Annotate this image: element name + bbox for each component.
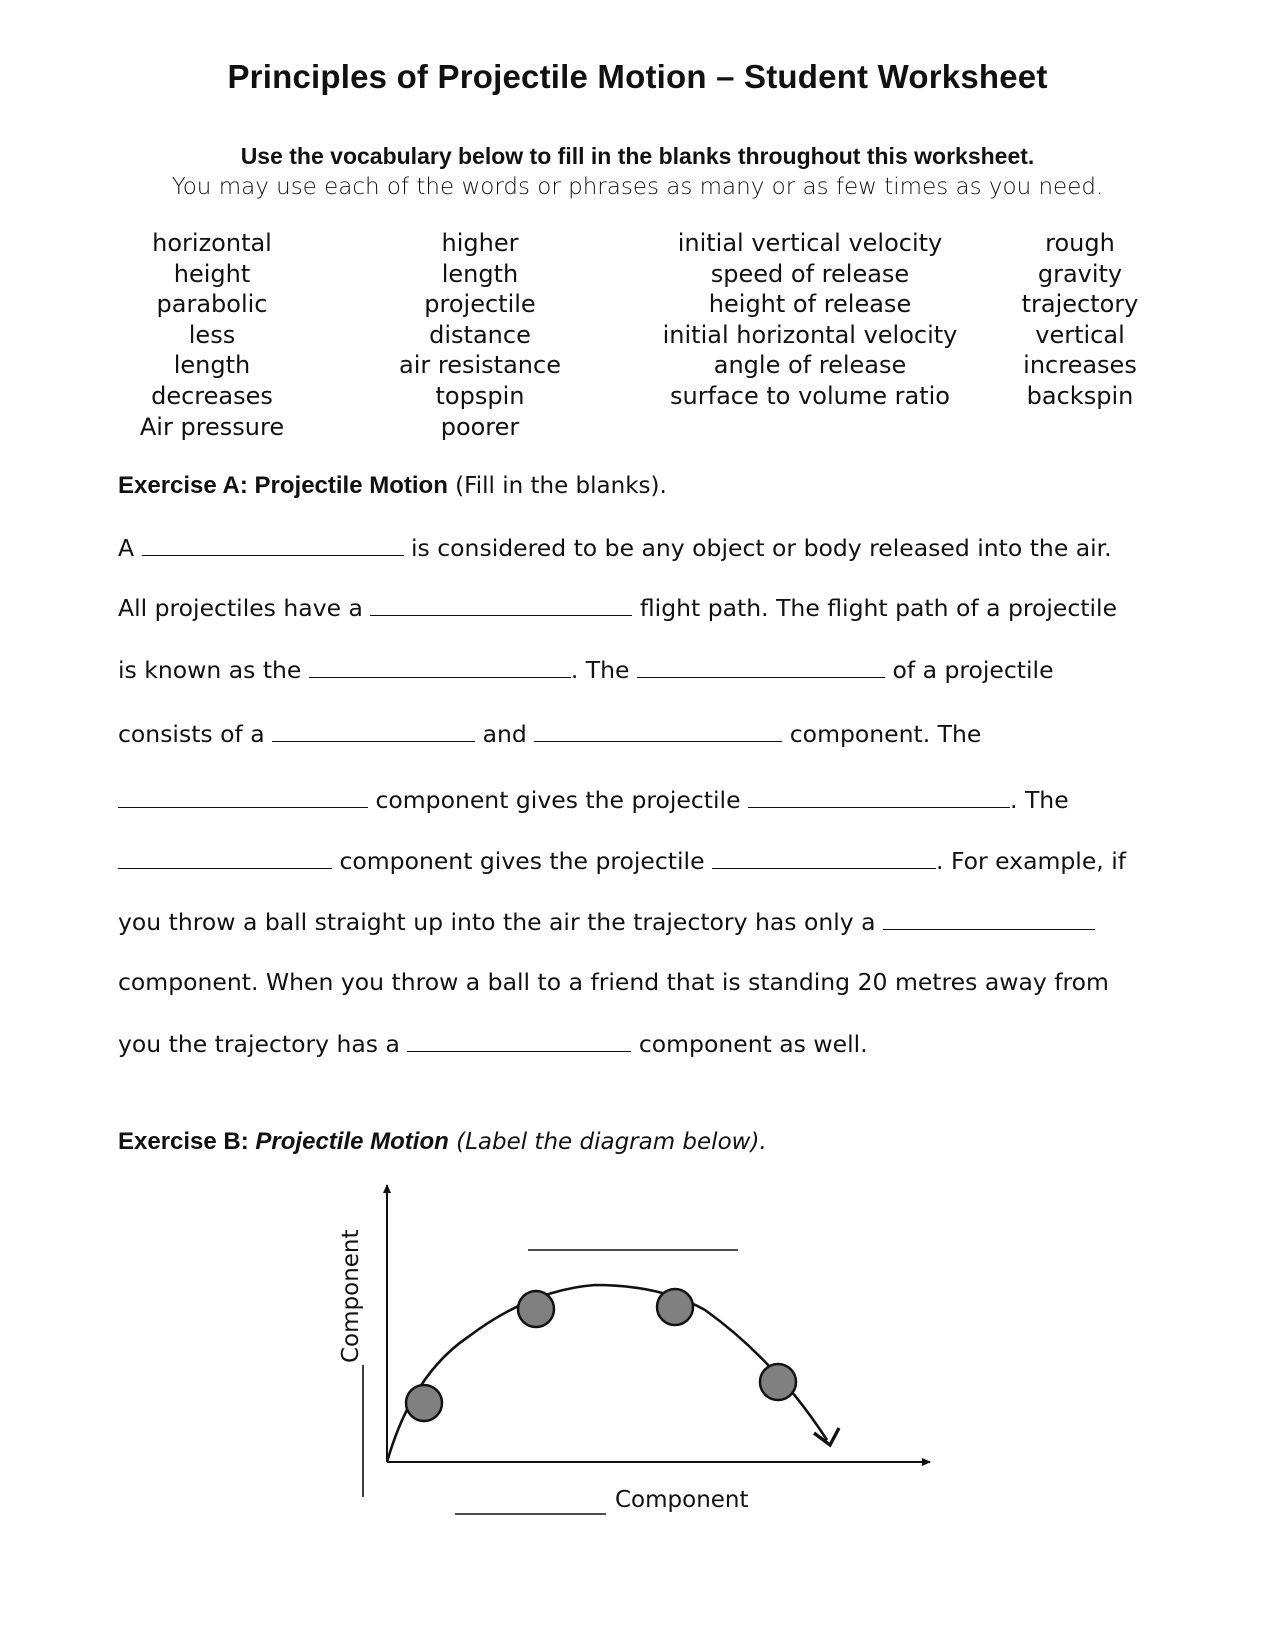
line-text: component gives the projectile	[368, 786, 748, 814]
line-text: component as well.	[631, 1030, 868, 1058]
exercise-a-line-2	[118, 593, 1117, 622]
vocab-word: parabolic	[156, 290, 268, 319]
line-text: you the trajectory has a	[118, 1030, 408, 1058]
vocab-word: gravity	[1037, 259, 1123, 288]
vocab-word: length	[173, 351, 251, 380]
ball-position-4	[760, 1364, 796, 1400]
vocab-word: height	[173, 259, 251, 288]
vocab-word: higher	[441, 229, 519, 257]
line-text: . For example, if	[936, 847, 1127, 875]
instructions-bold: Use the vocabulary below to fill in the blanks throughout this worksheet.	[240, 143, 1035, 169]
vocab-word: trajectory	[1021, 290, 1139, 319]
ball-position-3	[657, 1289, 693, 1325]
vocab-word: length	[441, 259, 519, 288]
exercise-b-heading	[118, 1128, 767, 1156]
exercise-a-line-3	[118, 655, 1054, 684]
exercise-a-line-4	[118, 719, 981, 748]
instructions-text: You may use each of the words or phrases as many or as few times as you need.	[171, 174, 1104, 200]
vocab-column-3	[640, 228, 980, 412]
exercise-b-heading-bold-italic: Projectile Motion	[255, 1128, 449, 1155]
exercise-a-line-8	[118, 968, 1109, 996]
line-text: component. The	[782, 720, 982, 748]
fill-blank[interactable]	[534, 719, 782, 742]
vocab-word: surface to volume ratio	[670, 381, 950, 410]
line-text: consists of a	[118, 720, 273, 748]
vocab-word: Air pressure	[139, 412, 285, 441]
fill-blank[interactable]	[637, 655, 885, 678]
vocab-word: air resistance	[399, 351, 561, 380]
projectile-diagram	[330, 1175, 950, 1535]
fill-blank[interactable]	[407, 1029, 631, 1052]
exercise-a-line-5	[118, 785, 1069, 814]
line-text: and	[475, 720, 535, 748]
fill-blank[interactable]	[272, 719, 475, 742]
exercise-a-heading-bold: Exercise A: Projectile Motion	[118, 472, 448, 499]
line-text: All projectiles have a	[118, 594, 371, 622]
vocab-word: poorer	[440, 412, 520, 441]
ball-position-1	[406, 1385, 442, 1421]
worksheet-title: Principles of Projectile Motion – Student Worksheet	[227, 58, 1048, 95]
fill-blank[interactable]	[883, 907, 1095, 930]
fill-blank[interactable]	[748, 785, 1010, 808]
line-text: flight path. The flight path of a projectile	[632, 594, 1118, 622]
vocab-word: initial horizontal velocity	[662, 320, 958, 349]
line-text: you throw a ball straight up into the air the trajectory has only a	[118, 908, 884, 936]
fill-blank[interactable]	[370, 593, 632, 616]
trajectory-arrowhead	[814, 1428, 839, 1445]
line-text: component. When you throw a ball to a friend that is standing 20 metres away from	[118, 968, 1109, 996]
vocab-word: projectile	[424, 290, 536, 319]
exercise-a-heading-note: (Fill in the blanks).	[447, 473, 667, 499]
line-text: . The	[570, 656, 637, 684]
vocab-word: topspin	[435, 381, 525, 410]
fill-blank[interactable]	[118, 846, 332, 869]
exercise-a-line-6	[118, 846, 1126, 875]
line-text: . The	[1010, 786, 1069, 814]
vocab-word: less	[188, 320, 236, 349]
line-text: of a projectile	[884, 656, 1054, 684]
exercise-a-line-1	[118, 533, 1112, 562]
vocab-word: angle of release	[713, 351, 907, 380]
fill-blank[interactable]	[118, 785, 368, 808]
vocab-word: horizontal	[152, 229, 272, 257]
line-text: A	[118, 534, 142, 562]
vocab-word: backspin	[1026, 381, 1134, 410]
vocab-word: decreases	[151, 381, 273, 410]
vocab-word: rough	[1045, 229, 1115, 257]
line-text: component gives the projectile	[332, 847, 712, 875]
vocab-word: increases	[1023, 351, 1137, 380]
fill-blank[interactable]	[142, 533, 404, 556]
exercise-a-heading	[118, 472, 667, 500]
fill-blank[interactable]	[712, 846, 936, 869]
vocab-word: vertical	[1035, 320, 1125, 349]
vocab-word: height of release	[708, 290, 912, 319]
vocab-word: distance	[429, 320, 531, 349]
vocab-word: initial vertical velocity	[677, 229, 943, 257]
exercise-b-heading-bold: Exercise B:	[118, 1128, 256, 1155]
fill-blank[interactable]	[309, 655, 571, 678]
exercise-a-line-9	[118, 1029, 868, 1058]
line-text: is considered to be any object or body released into the air.	[403, 534, 1112, 562]
exercise-b-heading-italic: (Label the diagram below).	[448, 1129, 767, 1155]
ball-position-2	[518, 1291, 554, 1327]
vocab-column-2	[380, 228, 580, 442]
y-axis-label: Component	[338, 1229, 364, 1363]
x-axis-label: Component	[615, 1487, 749, 1513]
exercise-a-line-7	[118, 907, 1095, 936]
vocab-word: speed of release	[710, 259, 910, 288]
vocab-column-4	[1000, 228, 1160, 412]
line-text: is known as the	[118, 656, 309, 684]
vocab-column-1	[112, 228, 312, 442]
